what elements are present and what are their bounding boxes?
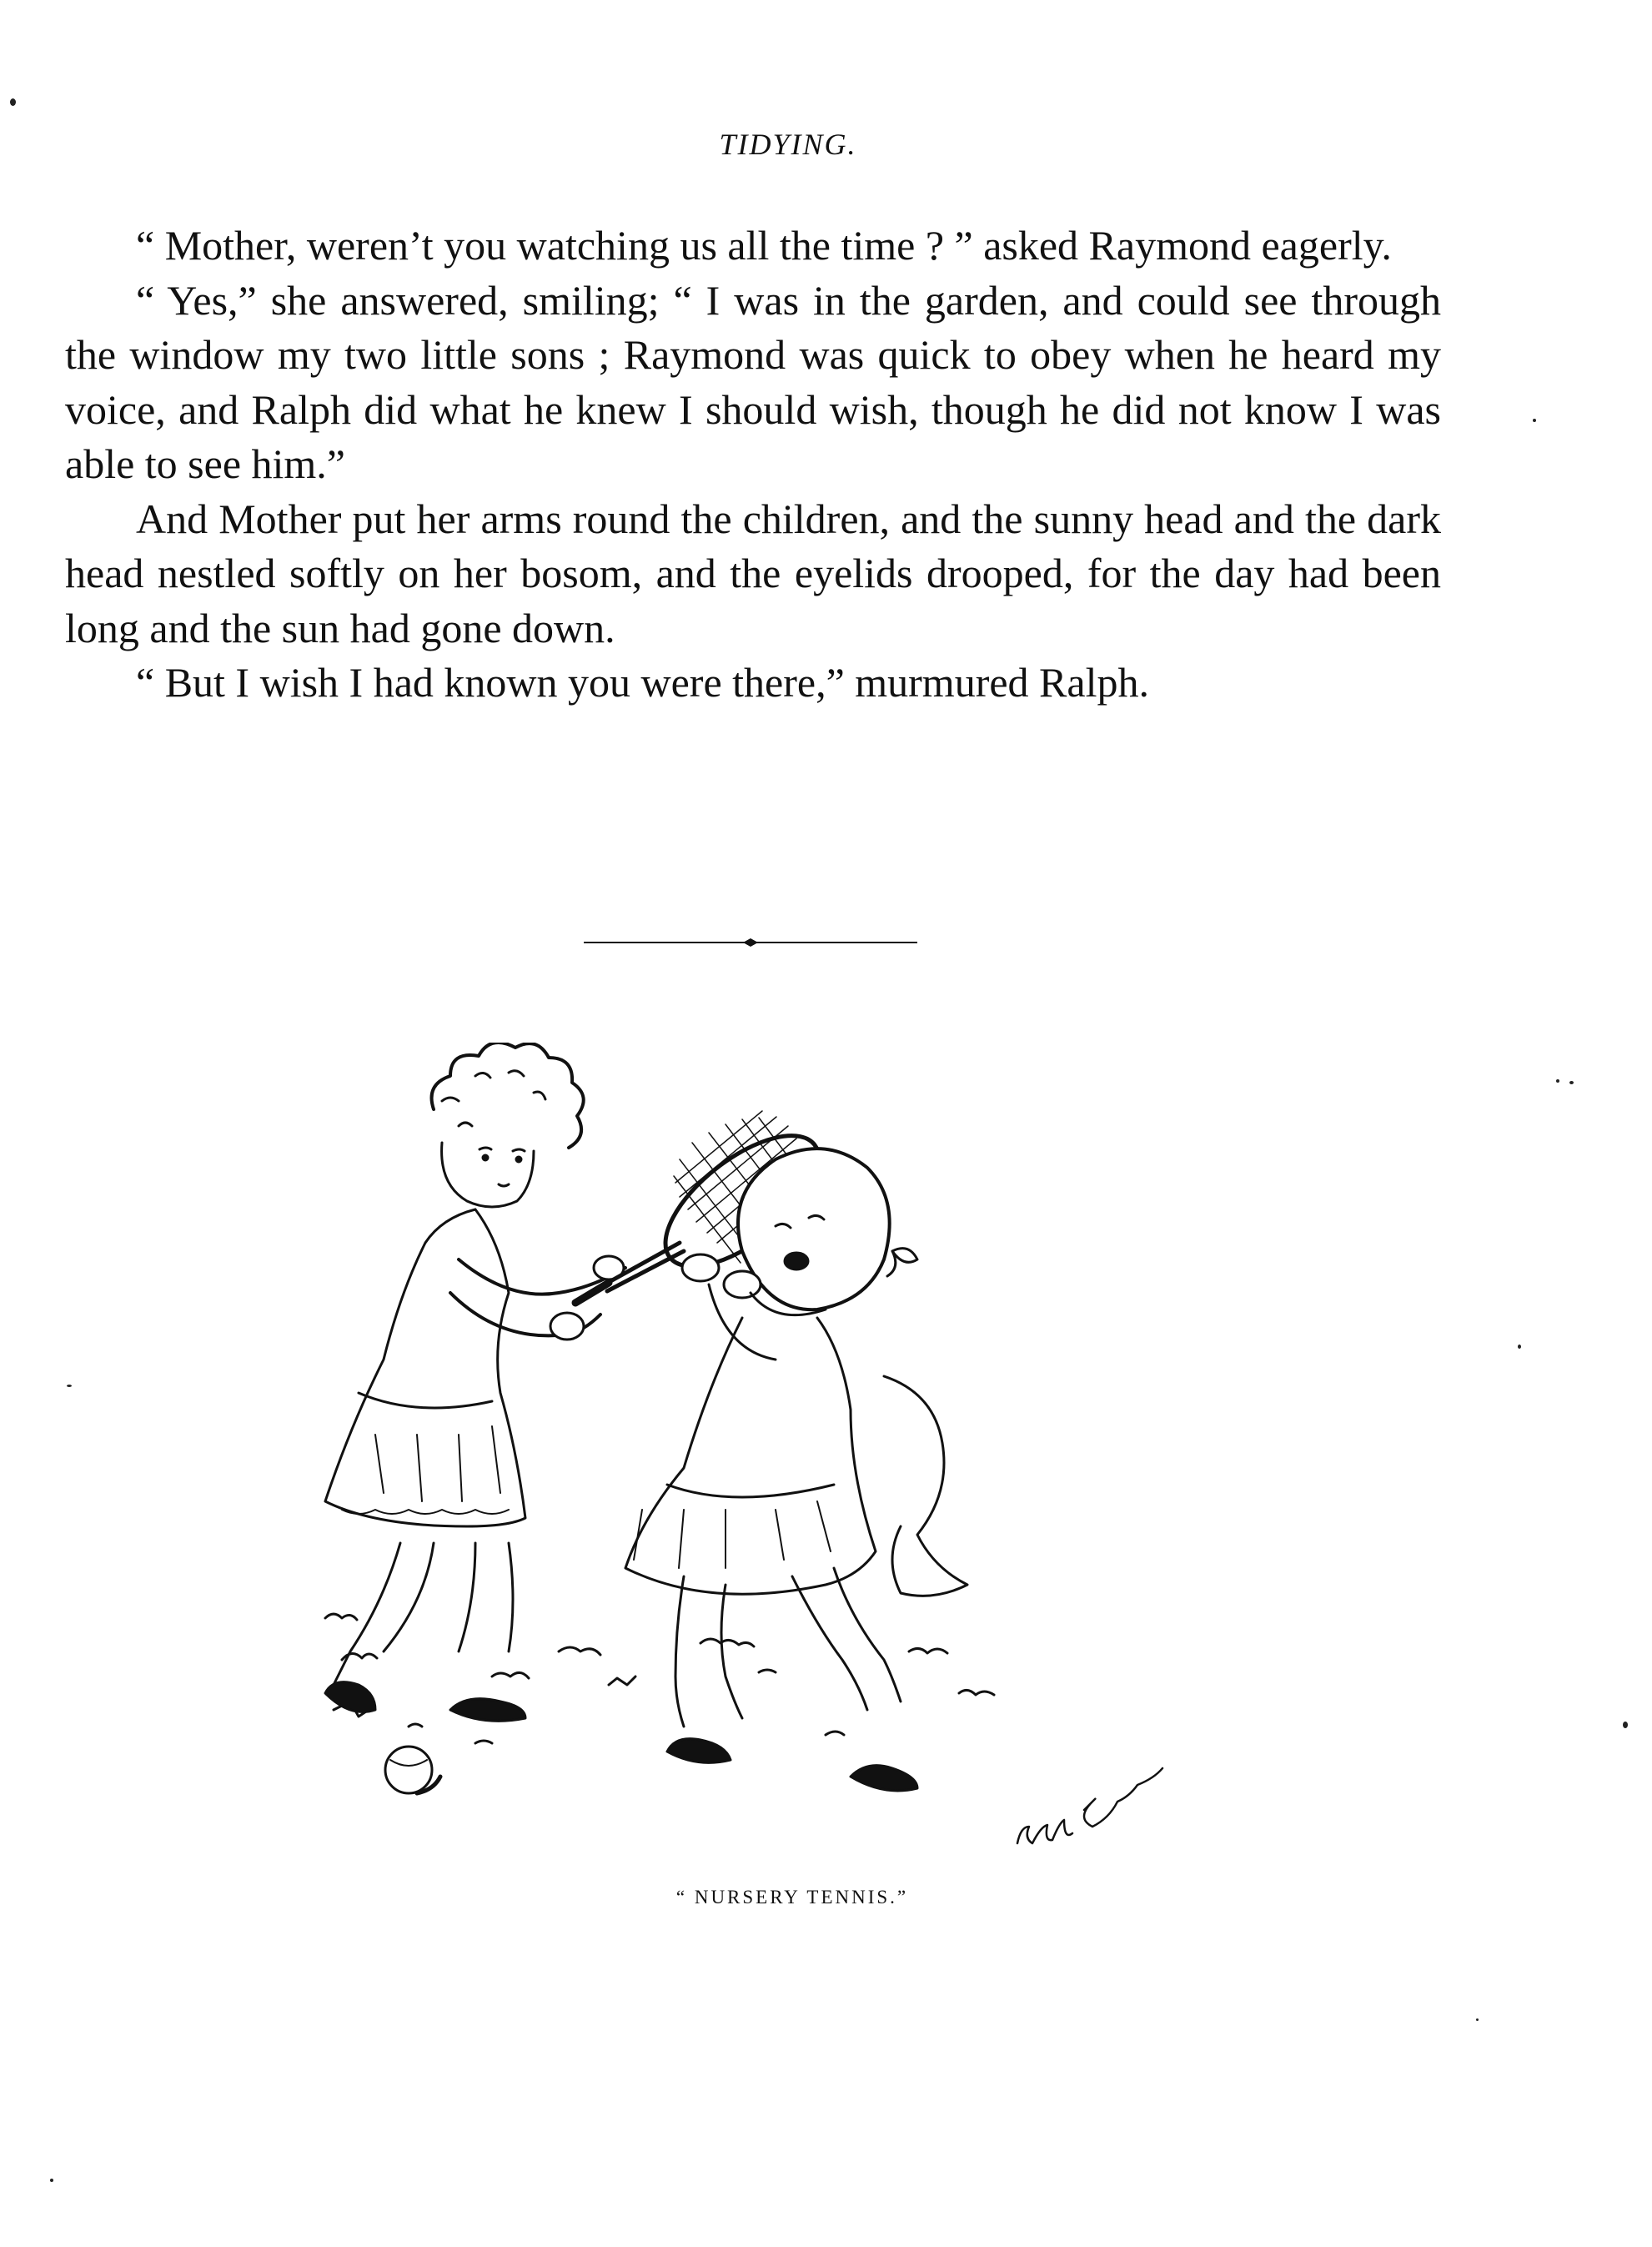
- section-divider: [584, 938, 917, 948]
- scan-speck: [1533, 419, 1536, 422]
- scan-speck: [1569, 1081, 1574, 1084]
- ground-grass: [325, 1614, 994, 1743]
- scan-speck: [1476, 2018, 1479, 2021]
- illustration-caption: “ NURSERY TENNIS.”: [675, 1887, 909, 1908]
- scan-speck: [1556, 1079, 1559, 1083]
- scan-speck: [50, 2179, 53, 2182]
- paragraph: “ But I wish I had known you were there,” murmured Ralph.: [136, 659, 1149, 706]
- body-text: [65, 219, 1441, 711]
- scan-speck: [1623, 1722, 1628, 1728]
- scan-speck: [10, 98, 16, 106]
- scan-speck: [1518, 1345, 1521, 1349]
- paragraph: “ Mother, weren’t you watching us all the time ? ” asked Raymond eagerly.: [136, 222, 1392, 269]
- paragraph: And Mother put her arms round the children, and the sunny head and the dark head nestled softly on her bosom, and the eyelids drooped, for the day had been long and the sun had gone down.: [65, 495, 1441, 651]
- paragraph: “ Yes,” she answered, smiling; “ I was in the garden, and could see through the window my two little sons ; Raymond was quick to obey when he heard my voice, and Ralph did what he knew I should wish, though he did not know I was able to see him.”: [65, 276, 1441, 487]
- nursery-tennis-illustration: [309, 1043, 1218, 1877]
- scan-speck: [67, 1385, 72, 1387]
- artist-signature: [1017, 1768, 1162, 1843]
- tennis-ball: [385, 1747, 440, 1793]
- left-child: [325, 1043, 625, 1721]
- running-head: TIDYING.: [719, 128, 857, 161]
